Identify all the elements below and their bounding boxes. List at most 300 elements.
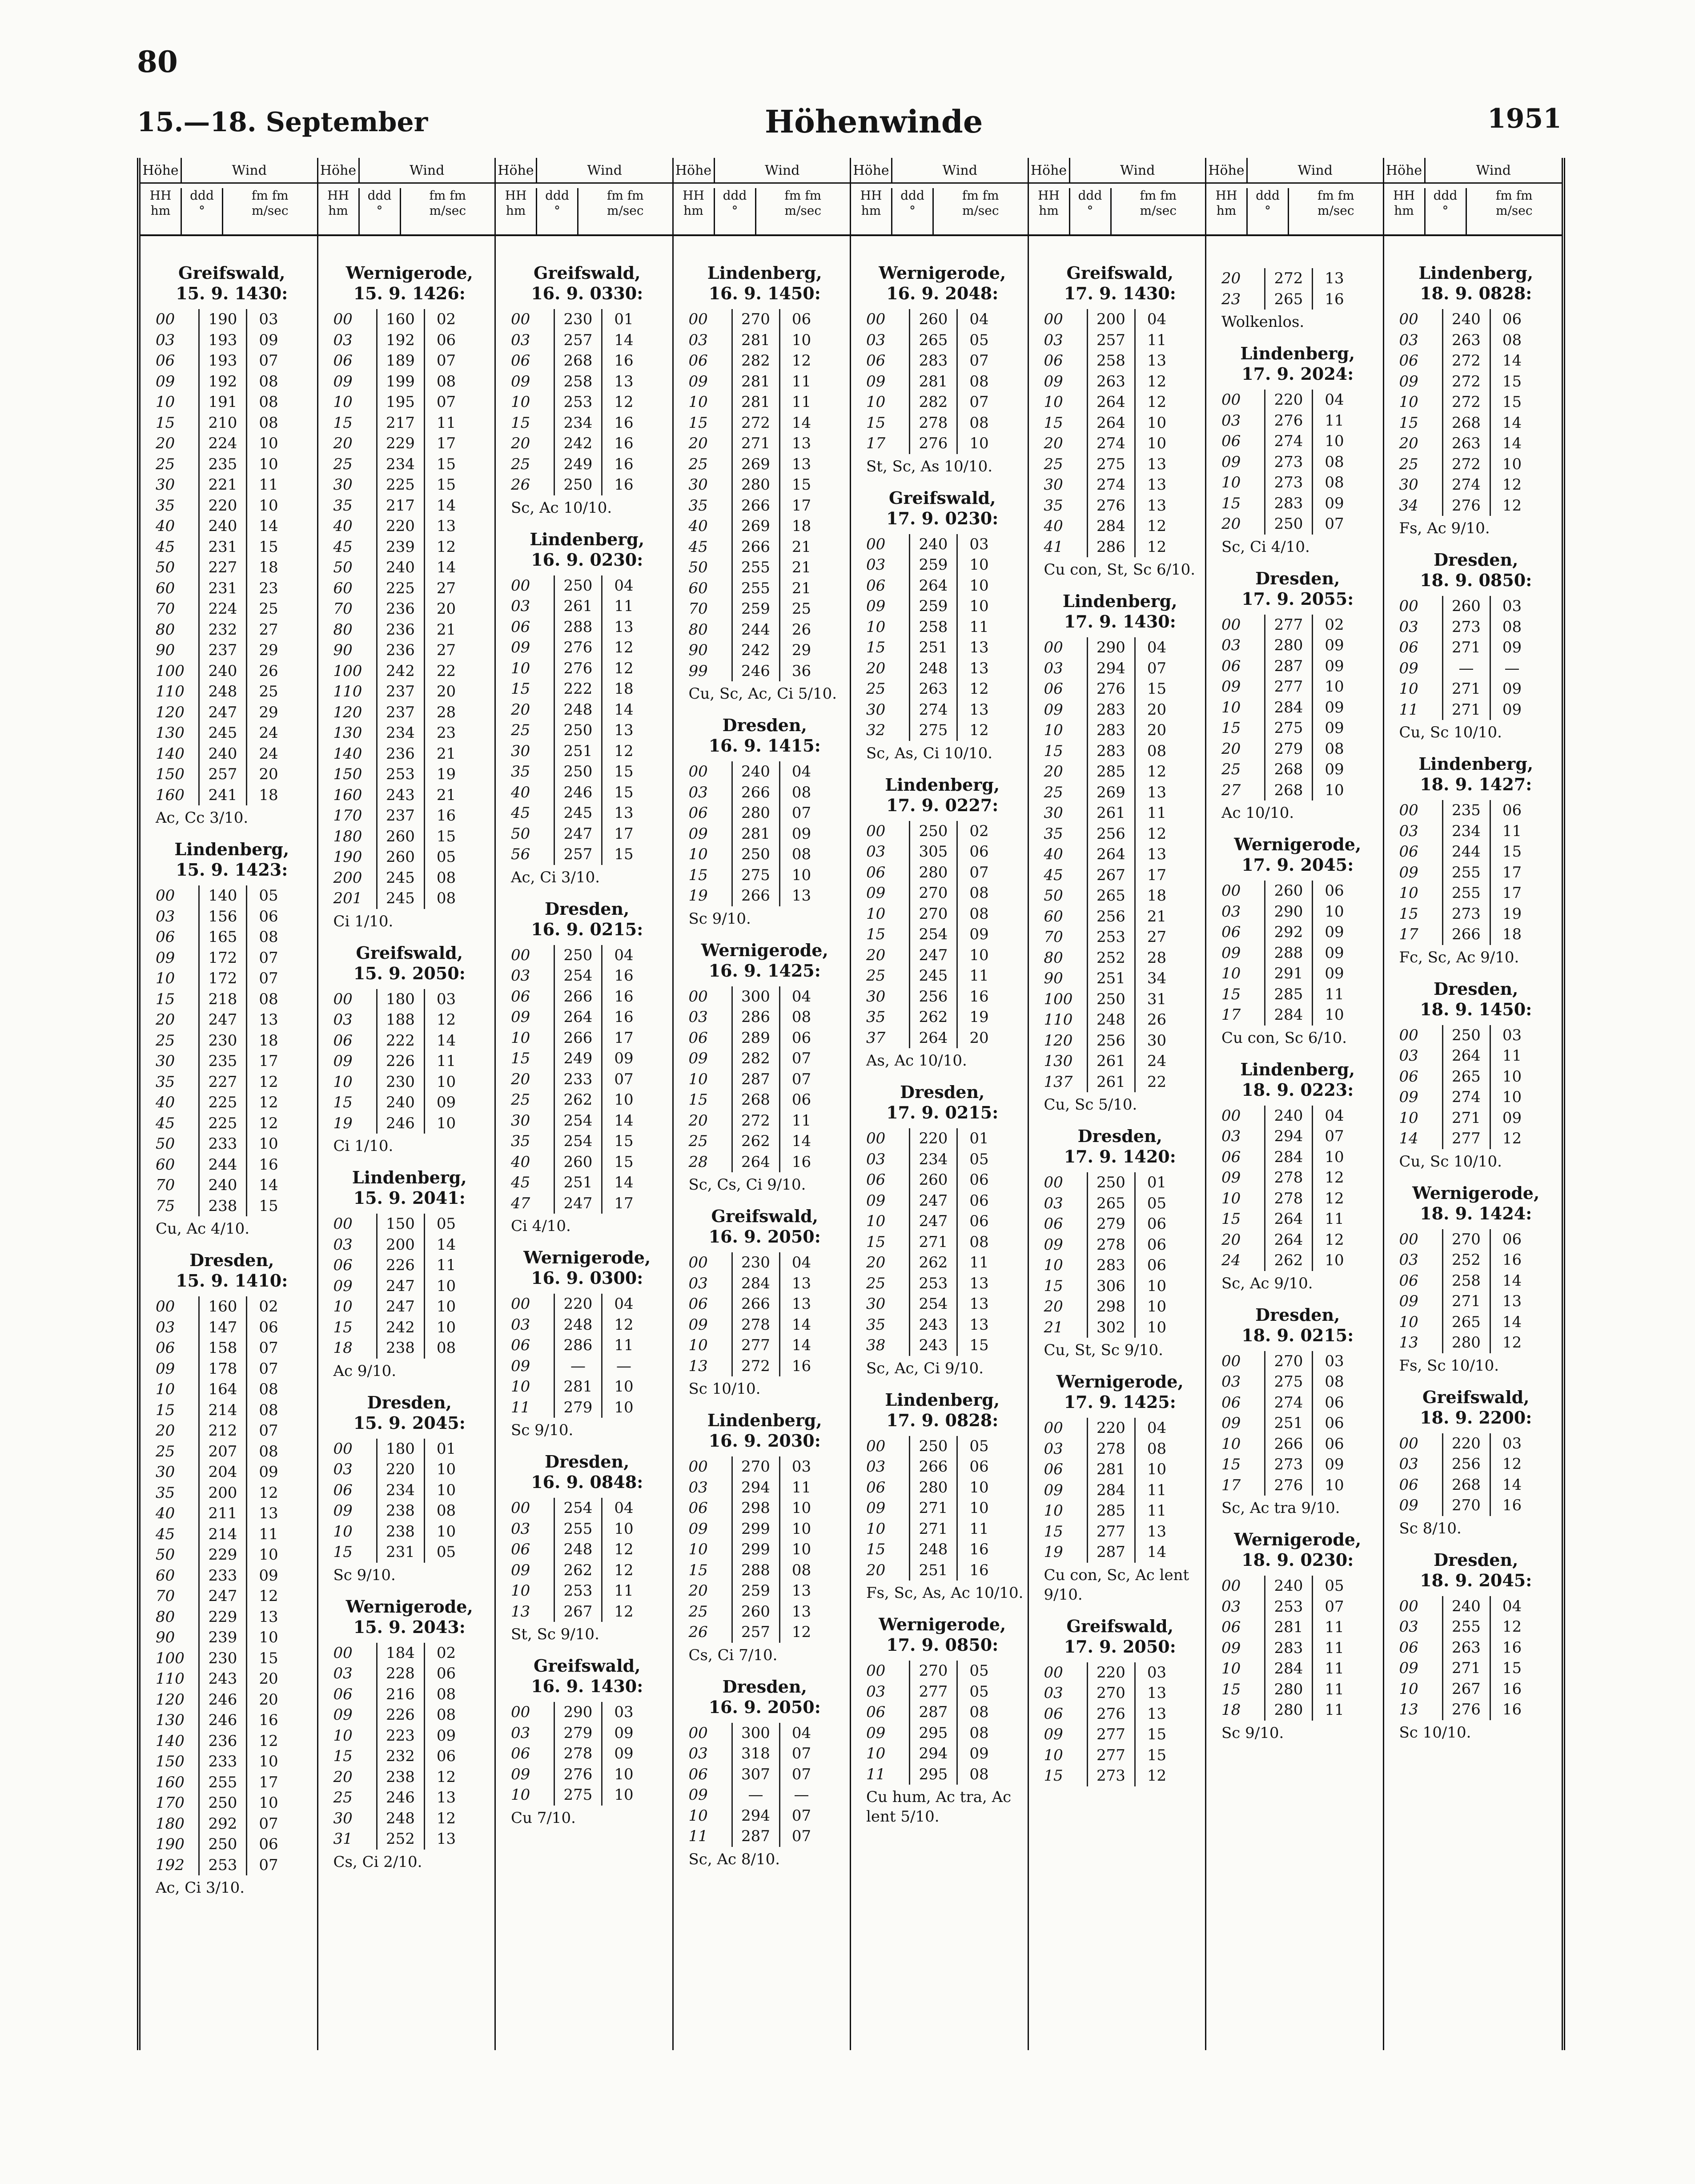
ddd-header [892,188,934,234]
speed-value: 08 [791,1561,811,1579]
height-value: 15 [1221,1210,1241,1228]
column-header [1206,158,1383,184]
station-name: Wernigerode, [523,1247,651,1267]
unit-header [496,184,672,236]
height-value: 15 [156,990,175,1008]
height-value: 09 [1044,372,1063,390]
station-heading [680,1410,850,1451]
height-value: 09 [866,1499,886,1517]
station-heading [1035,1616,1205,1657]
table-row [331,989,495,1010]
direction-value: 259 [909,596,958,617]
direction-value: 271 [909,1519,958,1540]
direction-value: 282 [731,350,780,371]
height-value: 25 [866,967,886,985]
hh-label: HH [149,188,172,203]
height-value: 20 [688,1111,708,1130]
direction-value: 283 [1264,493,1313,514]
height-value: 70 [156,1176,175,1194]
direction-value: 232 [376,1746,425,1767]
direction-value: 283 [909,350,958,371]
table-row [1041,1704,1205,1725]
direction-value: 220 [1087,1418,1136,1439]
table-row [1397,350,1562,371]
ddd-header [1248,188,1289,234]
table-row [1397,1658,1562,1679]
table-row [508,1702,672,1723]
speed-value: 02 [436,1644,456,1662]
cloud-note: Cu con, Sc 6/10. [1221,1029,1347,1047]
table-row [1041,1276,1205,1297]
table-row [686,1560,850,1581]
speed-value: 10 [791,331,811,349]
table-row [1219,676,1383,697]
height-value: 100 [156,1649,185,1667]
height-value: 00 [1399,1230,1418,1248]
height-value: 15 [333,1318,353,1336]
height-value: 06 [156,1339,175,1357]
table-row [508,596,672,617]
direction-value: 281 [731,330,780,351]
speed-value: 10 [791,1520,811,1538]
speed-value: 13 [791,887,811,905]
direction-value: 290 [1264,901,1313,922]
observation-time: 17. 9. 1420: [1064,1146,1176,1166]
height-value: 10 [688,1070,708,1088]
speed-value: 13 [436,1789,456,1806]
speed-value: 10 [1147,434,1167,452]
direction-value: 248 [554,1315,602,1335]
speed-value: 11 [969,967,989,985]
direction-value: 262 [909,1252,958,1273]
height-value: 60 [156,1566,175,1585]
table-row [864,1723,1028,1744]
height-value: 09 [1399,1659,1418,1677]
speed-value: 10 [1325,902,1344,921]
direction-value: 164 [198,1379,247,1400]
deg-label: ° [1442,203,1449,218]
direction-value: 211 [198,1503,247,1524]
table-row [508,1376,672,1397]
speed-value: 07 [259,1339,278,1357]
height-value: 03 [1399,1618,1418,1636]
height-value: 17 [866,434,886,452]
direction-value: 275 [1264,1372,1313,1392]
table-row [864,924,1028,945]
table-row [508,1294,672,1315]
speed-value: 06 [1502,801,1522,819]
height-value: 09 [1399,1088,1418,1106]
observation-time: 18. 9. 1424: [1420,1203,1532,1223]
station-name: Wernigerode, [701,940,828,960]
speed-value: 09 [1502,639,1522,656]
direction-value: 284 [1264,697,1313,718]
height-value: 130 [1044,1052,1073,1070]
height-value: 190 [333,848,362,866]
height-label: Höhe [1206,158,1248,182]
speed-value: 11 [791,393,811,411]
speed-value: 05 [969,1150,989,1168]
table-row [153,1503,317,1524]
height-value: 03 [511,1315,530,1334]
direction-value: 268 [1264,780,1313,801]
table-row [1041,1072,1205,1093]
fmfm-label: fm fm [251,188,289,203]
table-row [1219,390,1383,410]
direction-value: 253 [376,764,425,785]
observation-rows [1397,1025,1562,1149]
height-value: 03 [156,907,175,925]
speed-value: 15 [436,455,456,473]
observation-rows [1219,1106,1383,1271]
height-value: 90 [156,1629,175,1646]
height-value: 09 [1044,1235,1063,1254]
station-heading [502,1452,672,1492]
speed-value: 07 [969,863,989,881]
ddd-header [1426,188,1467,234]
height-value: 00 [688,1458,708,1476]
direction-value: 228 [376,1663,425,1684]
direction-value: 220 [1442,1433,1491,1454]
height-value: 160 [156,1773,185,1791]
observation-rows [331,309,495,909]
direction-value: 260 [376,826,425,847]
station-name: Wernigerode, [1412,1182,1540,1203]
speed-value: 10 [1502,1088,1522,1106]
height-value: 06 [1044,1705,1063,1723]
height-value: 06 [1221,1618,1241,1636]
table-row [508,844,672,865]
direction-value: 247 [376,1276,425,1297]
deg-label: ° [199,203,205,218]
direction-value: 288 [554,617,602,638]
direction-value: 287 [909,1702,958,1723]
speed-value: 17 [259,1773,278,1791]
cloud-note: Cu, St, Sc 9/10. [1044,1341,1163,1359]
direction-value: 279 [554,1397,602,1418]
direction-value: 242 [376,661,425,682]
direction-value: 318 [731,1743,780,1764]
table-row [508,1539,672,1560]
speed-value: 05 [436,1215,456,1233]
height-value: 30 [333,1809,353,1827]
height-value: 06 [333,1481,353,1499]
table-row [1397,1229,1562,1250]
table-row [1219,780,1383,801]
height-value: 25 [1221,760,1241,778]
speed-value: 17 [791,496,811,515]
height-value: 15 [511,1050,530,1067]
station-heading [1035,263,1205,304]
column-header [318,158,495,184]
height-value: 10 [1221,698,1241,716]
height-value: 00 [866,310,886,328]
direction-value: 274 [1264,1392,1313,1413]
speed-value: 15 [1147,680,1167,698]
table-row [1219,901,1383,922]
height-value: 40 [688,517,708,535]
height-value: 20 [866,1561,886,1579]
direction-value: 278 [1087,1235,1136,1255]
table-row [153,1359,317,1380]
direction-value: 275 [731,865,780,886]
station-heading [1390,1387,1562,1428]
observation-rows [864,309,1028,454]
table-row [1397,1332,1562,1353]
height-value: 06 [866,1171,886,1189]
direction-value: 253 [198,1855,247,1876]
station-name: Lindenberg, [174,839,289,859]
height-value: 30 [511,1111,530,1130]
cloud-note: Fs, Sc, As, Ac 10/10. [866,1584,1024,1602]
speed-value: 10 [436,1114,456,1132]
speed-value: 16 [1502,1496,1522,1514]
table-column [141,158,318,2050]
height-value: 15 [333,1747,353,1765]
observation-rows [153,309,317,805]
height-value: 25 [156,455,175,473]
date-range: 15.—18. September [137,107,428,138]
direction-value: 220 [376,516,425,537]
table-row [1219,1250,1383,1271]
msec-label: m/sec [784,203,822,218]
observation-time: 18. 9. 0850: [1420,570,1532,590]
direction-value: 158 [198,1338,247,1359]
observation-time: 15. 9. 2043: [353,1617,466,1637]
speed-value: 06 [436,331,456,349]
speed-value: 15 [614,783,634,801]
table-row [1219,615,1383,635]
speed-value: 06 [1502,310,1522,328]
table-row [331,1030,495,1051]
table-row [864,1149,1028,1170]
speed-value: 36 [791,662,811,680]
direction-value: 237 [376,805,425,826]
observation-rows [508,1498,672,1622]
height-value: 09 [1221,678,1241,696]
direction-value: 264 [909,1028,958,1049]
height-value: 50 [156,559,175,576]
speed-value: 20 [259,765,278,783]
table-row [331,1317,495,1338]
direction-value: 273 [1442,617,1491,638]
speed-value: 08 [259,393,278,411]
speed-value: 03 [791,1458,811,1476]
cloud-note: Sc 9/10. [511,1421,574,1439]
speed-value: 08 [259,990,278,1008]
table-row [508,1152,672,1173]
height-value: 09 [333,1052,353,1070]
table-row [153,1441,317,1462]
table-row [864,1539,1028,1560]
table-row [1041,413,1205,434]
speed-value: 12 [436,538,456,556]
table-row [153,578,317,599]
table-row [864,965,1028,986]
direction-value: 247 [198,702,247,723]
direction-value: 244 [198,1154,247,1175]
station-heading [857,263,1028,304]
direction-value: 280 [909,1477,958,1498]
direction-value: 256 [1087,824,1136,845]
direction-value: 191 [198,392,247,413]
height-value: 09 [688,1315,708,1334]
direction-value: 243 [198,1669,247,1689]
height-value: 25 [511,455,530,473]
direction-value: 283 [1087,720,1136,741]
speed-value: 13 [1147,476,1167,494]
observation-time: 16. 9. 2050: [708,1697,821,1717]
table-row [1041,1459,1205,1480]
speed-value: 03 [614,1703,634,1721]
speed-value: 06 [791,310,811,328]
observation-rows [864,821,1028,1049]
column-header [496,158,672,184]
height-value: 03 [688,1008,708,1026]
direction-value: 282 [909,392,958,413]
height-value: 40 [156,517,175,535]
table-row [1041,1235,1205,1255]
height-value: 00 [1221,1106,1241,1125]
table-row [1041,989,1205,1010]
height-value: 10 [1044,1502,1063,1520]
hh-header [851,188,892,234]
station-heading [1390,1550,1562,1591]
direction-value: 240 [731,761,780,782]
speed-value: 10 [1502,1067,1522,1086]
speed-value: 03 [1502,1434,1522,1452]
height-value: 60 [1044,907,1063,925]
height-value: 20 [1399,434,1418,452]
speed-value: 16 [614,455,634,473]
speed-value: 11 [969,618,989,636]
direction-value: 268 [731,1090,780,1110]
observation-rows [1041,309,1205,557]
speed-value: 17 [1502,863,1522,881]
table-row [508,575,672,596]
table-row [1041,537,1205,558]
speed-value: 06 [1502,1230,1522,1248]
speed-value: 13 [1147,455,1167,473]
direction-value: 270 [1087,1683,1136,1704]
height-value: 10 [511,1582,530,1600]
station-name: Wernigerode, [345,263,473,283]
height-value: 06 [156,928,175,946]
speed-value: 15 [614,845,634,863]
speed-value: 25 [259,600,278,618]
table-row [1397,1495,1562,1516]
speed-value: 07 [969,352,989,370]
speed-value: 14 [1147,1543,1167,1561]
direction-value: 262 [554,1090,602,1110]
observation-rows [331,989,495,1134]
direction-value: 246 [198,1710,247,1731]
direction-value: 287 [731,1826,780,1847]
direction-value: 243 [909,1335,958,1356]
station-heading [1035,1372,1205,1412]
direction-value: 290 [554,1702,602,1723]
station-name: Greifswald, [1422,1387,1530,1407]
table-row [864,1273,1028,1294]
direction-value: 200 [198,1483,247,1504]
height-value: 00 [156,1298,175,1315]
table-row [1397,1128,1562,1149]
direction-value: 287 [1264,656,1313,677]
height-value: 26 [688,1623,708,1641]
direction-value: 238 [376,1767,425,1788]
speed-value: 08 [969,1233,989,1251]
table-row [331,1643,495,1664]
speed-value: 16 [614,352,634,370]
height-value: 30 [156,1052,175,1070]
height-value: 80 [1044,949,1063,967]
speed-value: 12 [1147,825,1167,843]
direction-value: 150 [376,1214,425,1235]
speed-value: 12 [1502,496,1522,515]
table-row [1041,1724,1205,1745]
cloud-note: Cs, Ci 2/10. [333,1853,422,1871]
observation-rows [1397,596,1562,720]
table-row [686,844,850,865]
fmfm-label: fm fm [607,188,644,203]
table-row [686,1723,850,1744]
table-row [153,309,317,330]
direction-value: 226 [376,1705,425,1725]
table-row [508,454,672,475]
direction-value: 258 [554,371,602,392]
speed-value: 16 [614,434,634,452]
direction-value: 255 [1442,883,1491,904]
table-row [153,475,317,495]
height-value: 06 [156,352,175,370]
direction-value: 272 [731,1110,780,1131]
msec-label: m/sec [1140,203,1177,218]
speed-value: 12 [1325,1169,1344,1187]
table-row [508,371,672,392]
table-row [1041,637,1205,658]
height-value: 25 [511,1091,530,1109]
height-value: 70 [156,1587,175,1605]
cloud-note: Cu, Sc, Ac, Ci 5/10. [688,685,837,703]
speed-value: 15 [614,1132,634,1150]
speed-value: 27 [1147,928,1167,946]
speed-value: 09 [259,1463,278,1481]
table-row [1397,433,1562,454]
speed-value: 08 [791,783,811,801]
station-name: Lindenberg, [530,529,645,549]
table-row [153,537,317,558]
speed-value: 12 [791,352,811,370]
station-heading [147,1250,317,1291]
speed-value: 11 [1325,1639,1344,1657]
height-value: 00 [1399,1026,1418,1044]
table-row [508,986,672,1007]
station-heading [680,263,850,304]
table-row [153,371,317,392]
direction-value: 274 [1264,431,1313,452]
height-value: 70 [1044,928,1063,946]
observation-time: 15. 9. 1423: [176,860,288,880]
observation-rows [1041,637,1205,1092]
table-row [686,885,850,906]
direction-value: 256 [1087,906,1136,927]
table-row [331,578,495,599]
speed-value: 09 [791,825,811,843]
speed-value: 10 [1325,1006,1344,1024]
speed-value: 13 [259,1504,278,1522]
table-row [686,1601,850,1622]
cloud-note: Ci 1/10. [333,1137,394,1155]
